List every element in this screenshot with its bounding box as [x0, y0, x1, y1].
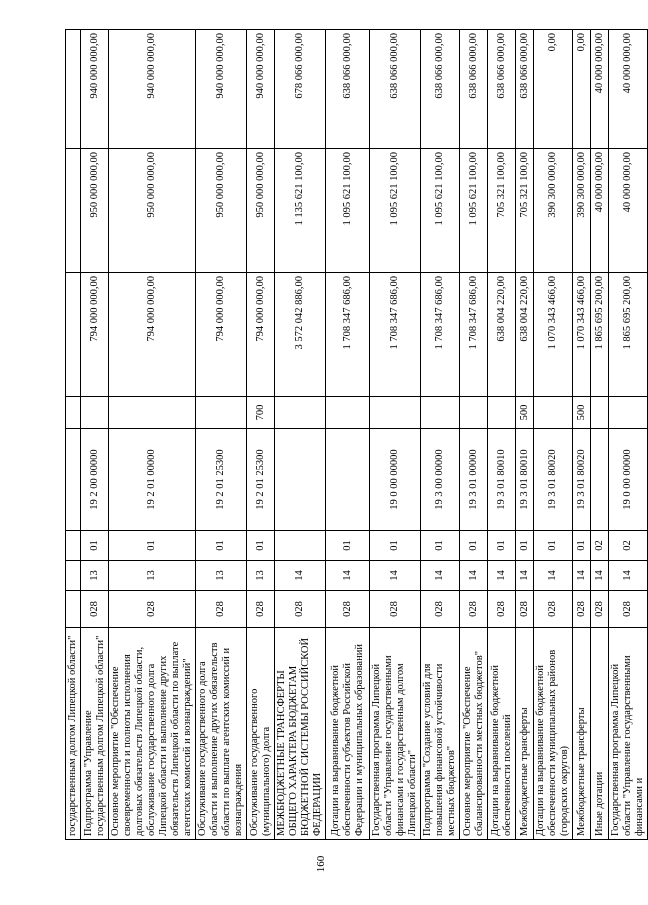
section-code-cell: 13	[247, 561, 275, 591]
target-article-cell: 19 0 00 00000	[609, 429, 648, 531]
target-article-cell	[275, 429, 326, 531]
amount-year2-cell: 1 095 621 100,00	[421, 149, 460, 273]
amount-year1-cell	[66, 273, 81, 397]
section-code-cell: 14	[460, 561, 488, 591]
table-row	[488, 30, 516, 840]
expense-type-cell	[196, 397, 247, 429]
budget-table	[65, 29, 648, 840]
budget-table-rotated	[65, 30, 645, 840]
expense-type-cell: 700	[247, 397, 275, 429]
table-row	[573, 30, 591, 840]
row-name-cell: Подпрограмма "Создание условий для повышения финансовой устойчивости местных бюджетов"	[421, 628, 460, 840]
amount-year2-cell: 1 095 621 100,00	[370, 149, 421, 273]
amount-year1-cell: 1 070 343 466,00	[573, 273, 591, 397]
subsection-code-cell: 01	[573, 531, 591, 561]
ministry-code-cell: 028	[275, 591, 326, 628]
expense-type-cell	[275, 397, 326, 429]
amount-year1-cell: 794 000 000,00	[247, 273, 275, 397]
amount-year3-cell: 40 000 000,00	[609, 30, 648, 149]
amount-year1-cell: 638 004 220,00	[516, 273, 534, 397]
table-row	[516, 30, 534, 840]
subsection-code-cell: 01	[516, 531, 534, 561]
expense-type-cell	[370, 397, 421, 429]
subsection-code-cell: 02	[591, 531, 609, 561]
amount-year1-cell: 1 865 695 200,00	[591, 273, 609, 397]
amount-year2-cell: 950 000 000,00	[109, 149, 196, 273]
amount-year2-cell: 950 000 000,00	[247, 149, 275, 273]
amount-year1-cell: 794 000 000,00	[81, 273, 109, 397]
amount-year3-cell: 638 066 000,00	[516, 30, 534, 149]
amount-year1-cell: 1 070 343 466,00	[534, 273, 573, 397]
expense-type-cell	[81, 397, 109, 429]
target-article-cell	[66, 429, 81, 531]
table-row	[591, 30, 609, 840]
ministry-code-cell: 028	[196, 591, 247, 628]
expense-type-cell: 500	[516, 397, 534, 429]
target-article-cell: 19 3 01 80010	[516, 429, 534, 531]
amount-year3-cell: 940 000 000,00	[196, 30, 247, 149]
target-article-cell	[326, 429, 370, 531]
amount-year3-cell: 940 000 000,00	[247, 30, 275, 149]
subsection-code-cell: 01	[488, 531, 516, 561]
ministry-code-cell: 028	[488, 591, 516, 628]
amount-year2-cell: 1 095 621 100,00	[326, 149, 370, 273]
amount-year2-cell: 1 135 621 100,00	[275, 149, 326, 273]
row-name-cell: Иные дотации	[591, 628, 609, 840]
table-row	[275, 30, 326, 840]
section-code-cell: 14	[421, 561, 460, 591]
section-code-cell: 13	[109, 561, 196, 591]
section-code-cell: 14	[609, 561, 648, 591]
amount-year3-cell	[66, 30, 81, 149]
subsection-code-cell: 01	[534, 531, 573, 561]
amount-year2-cell: 390 300 000,00	[573, 149, 591, 273]
expense-type-cell	[66, 397, 81, 429]
section-code-cell: 13	[196, 561, 247, 591]
table-body	[66, 30, 648, 840]
subsection-code-cell: 01	[81, 531, 109, 561]
table-row	[609, 30, 648, 840]
table-row	[534, 30, 573, 840]
table-row	[460, 30, 488, 840]
section-code-cell: 14	[370, 561, 421, 591]
subsection-code-cell	[66, 531, 81, 561]
ministry-code-cell: 028	[109, 591, 196, 628]
amount-year2-cell: 40 000 000,00	[591, 149, 609, 273]
ministry-code-cell: 028	[460, 591, 488, 628]
target-article-cell: 19 2 00 00000	[81, 429, 109, 531]
amount-year3-cell: 638 066 000,00	[421, 30, 460, 149]
row-name-cell: МЕЖБЮДЖЕТНЫЕ ТРАНСФЕРТЫ ОБЩЕГО ХАРАКТЕРА БЮДЖЕТАМ БЮДЖЕТНОЙ СИСТЕМЫ РОССИЙСКОЙ ФЕДЕРАЦИИ	[275, 628, 326, 840]
target-article-cell: 19 0 00 00000	[370, 429, 421, 531]
target-article-cell: 19 3 01 00000	[460, 429, 488, 531]
subsection-code-cell: 01	[421, 531, 460, 561]
amount-year3-cell: 0,00	[573, 30, 591, 149]
section-code-cell: 14	[534, 561, 573, 591]
target-article-cell: 19 3 01 80010	[488, 429, 516, 531]
row-name-cell: Обслуживание государственного долга области и выполнение других обязательств области по выплате агентских комиссий и вознаграждения	[196, 628, 247, 840]
amount-year2-cell: 950 000 000,00	[81, 149, 109, 273]
expense-type-cell	[326, 397, 370, 429]
row-name-cell: государственным долгом Липецкой области"	[66, 628, 81, 840]
expense-type-cell	[109, 397, 196, 429]
amount-year2-cell: 950 000 000,00	[196, 149, 247, 273]
table-row	[247, 30, 275, 840]
subsection-code-cell: 01	[196, 531, 247, 561]
row-name-cell: Дотации на выравнивание бюджетной обеспеченности поселений	[488, 628, 516, 840]
amount-year1-cell: 1 708 347 686,00	[326, 273, 370, 397]
subsection-code-cell: 02	[609, 531, 648, 561]
section-code-cell	[66, 561, 81, 591]
amount-year1-cell: 1 865 695 200,00	[609, 273, 648, 397]
amount-year1-cell: 638 004 220,00	[488, 273, 516, 397]
row-name-cell: Основное мероприятие "Обеспечение сбалансированности местных бюджетов"	[460, 628, 488, 840]
amount-year3-cell: 940 000 000,00	[81, 30, 109, 149]
target-article-cell: 19 3 01 80020	[534, 429, 573, 531]
target-article-cell: 19 2 01 25300	[196, 429, 247, 531]
amount-year2-cell: 40 000 000,00	[609, 149, 648, 273]
ministry-code-cell	[66, 591, 81, 628]
amount-year3-cell: 40 000 000,00	[591, 30, 609, 149]
ministry-code-cell: 028	[81, 591, 109, 628]
table-row	[421, 30, 460, 840]
row-name-cell: Обслуживание государственного (муниципального) долга	[247, 628, 275, 840]
expense-type-cell	[534, 397, 573, 429]
expense-type-cell	[488, 397, 516, 429]
subsection-code-cell: 01	[460, 531, 488, 561]
row-name-cell: Подпрограмма "Управление государственным долгом Липецкой области"	[81, 628, 109, 840]
ministry-code-cell: 028	[247, 591, 275, 628]
table-row	[66, 30, 81, 840]
amount-year1-cell: 1 708 347 686,00	[460, 273, 488, 397]
ministry-code-cell: 028	[591, 591, 609, 628]
amount-year1-cell: 794 000 000,00	[109, 273, 196, 397]
amount-year2-cell: 705 321 100,00	[516, 149, 534, 273]
target-article-cell	[591, 429, 609, 531]
expense-type-cell	[609, 397, 648, 429]
target-article-cell: 19 3 01 80020	[573, 429, 591, 531]
table-row	[370, 30, 421, 840]
amount-year1-cell: 1 708 347 686,00	[370, 273, 421, 397]
subsection-code-cell: 01	[326, 531, 370, 561]
target-article-cell: 19 3 00 00000	[421, 429, 460, 531]
row-name-cell: Дотации на выравнивание бюджетной обеспеченности муниципальных районов (городских округов)	[534, 628, 573, 840]
expense-type-cell	[460, 397, 488, 429]
section-code-cell: 14	[573, 561, 591, 591]
amount-year1-cell: 3 572 042 886,00	[275, 273, 326, 397]
amount-year2-cell: 1 095 621 100,00	[460, 149, 488, 273]
page-number: 160	[315, 855, 327, 873]
amount-year2-cell	[66, 149, 81, 273]
amount-year3-cell: 638 066 000,00	[460, 30, 488, 149]
amount-year2-cell: 390 300 000,00	[534, 149, 573, 273]
section-code-cell: 14	[488, 561, 516, 591]
section-code-cell: 14	[516, 561, 534, 591]
subsection-code-cell	[275, 531, 326, 561]
amount-year3-cell: 638 066 000,00	[326, 30, 370, 149]
ministry-code-cell: 028	[421, 591, 460, 628]
ministry-code-cell: 028	[573, 591, 591, 628]
section-code-cell: 14	[326, 561, 370, 591]
row-name-cell: Межбюджетные трансферты	[573, 628, 591, 840]
amount-year3-cell: 0,00	[534, 30, 573, 149]
table-row	[326, 30, 370, 840]
ministry-code-cell: 028	[326, 591, 370, 628]
expense-type-cell	[421, 397, 460, 429]
amount-year3-cell: 940 000 000,00	[109, 30, 196, 149]
expense-type-cell: 500	[573, 397, 591, 429]
table-row	[196, 30, 247, 840]
ministry-code-cell: 028	[516, 591, 534, 628]
amount-year2-cell: 705 321 100,00	[488, 149, 516, 273]
subsection-code-cell: 01	[109, 531, 196, 561]
amount-year3-cell: 678 066 000,00	[275, 30, 326, 149]
ministry-code-cell: 028	[609, 591, 648, 628]
ministry-code-cell: 028	[534, 591, 573, 628]
row-name-cell: Государственная программа Липецкой области "Управление государственными финансами и	[609, 628, 648, 840]
row-name-cell: Межбюджетные трансферты	[516, 628, 534, 840]
row-name-cell: Государственная программа Липецкой области "Управление государственными финансами и государственным долгом Липецкой области"	[370, 628, 421, 840]
section-code-cell: 14	[275, 561, 326, 591]
table-row	[109, 30, 196, 840]
table-row	[81, 30, 109, 840]
target-article-cell: 19 2 01 00000	[109, 429, 196, 531]
subsection-code-cell: 01	[247, 531, 275, 561]
amount-year3-cell: 638 066 000,00	[488, 30, 516, 149]
section-code-cell: 13	[81, 561, 109, 591]
amount-year1-cell: 794 000 000,00	[196, 273, 247, 397]
expense-type-cell	[591, 397, 609, 429]
row-name-cell: Основное мероприятие "Обеспечение своевременности и полноты исполнения долговых обязательств Липецкой области, обслуживание государственного долга Липецкой области и выполнение других обязательств Липецкой области по выплате агентских комиссий и вознаграждений"	[109, 628, 196, 840]
row-name-cell: Дотации на выравнивание бюджетной обеспеченности субъектов Российской Федерации и муниципальных образований	[326, 628, 370, 840]
target-article-cell: 19 2 01 25300	[247, 429, 275, 531]
ministry-code-cell: 028	[370, 591, 421, 628]
amount-year3-cell: 638 066 000,00	[370, 30, 421, 149]
section-code-cell: 14	[591, 561, 609, 591]
amount-year1-cell: 1 708 347 686,00	[421, 273, 460, 397]
subsection-code-cell: 01	[370, 531, 421, 561]
